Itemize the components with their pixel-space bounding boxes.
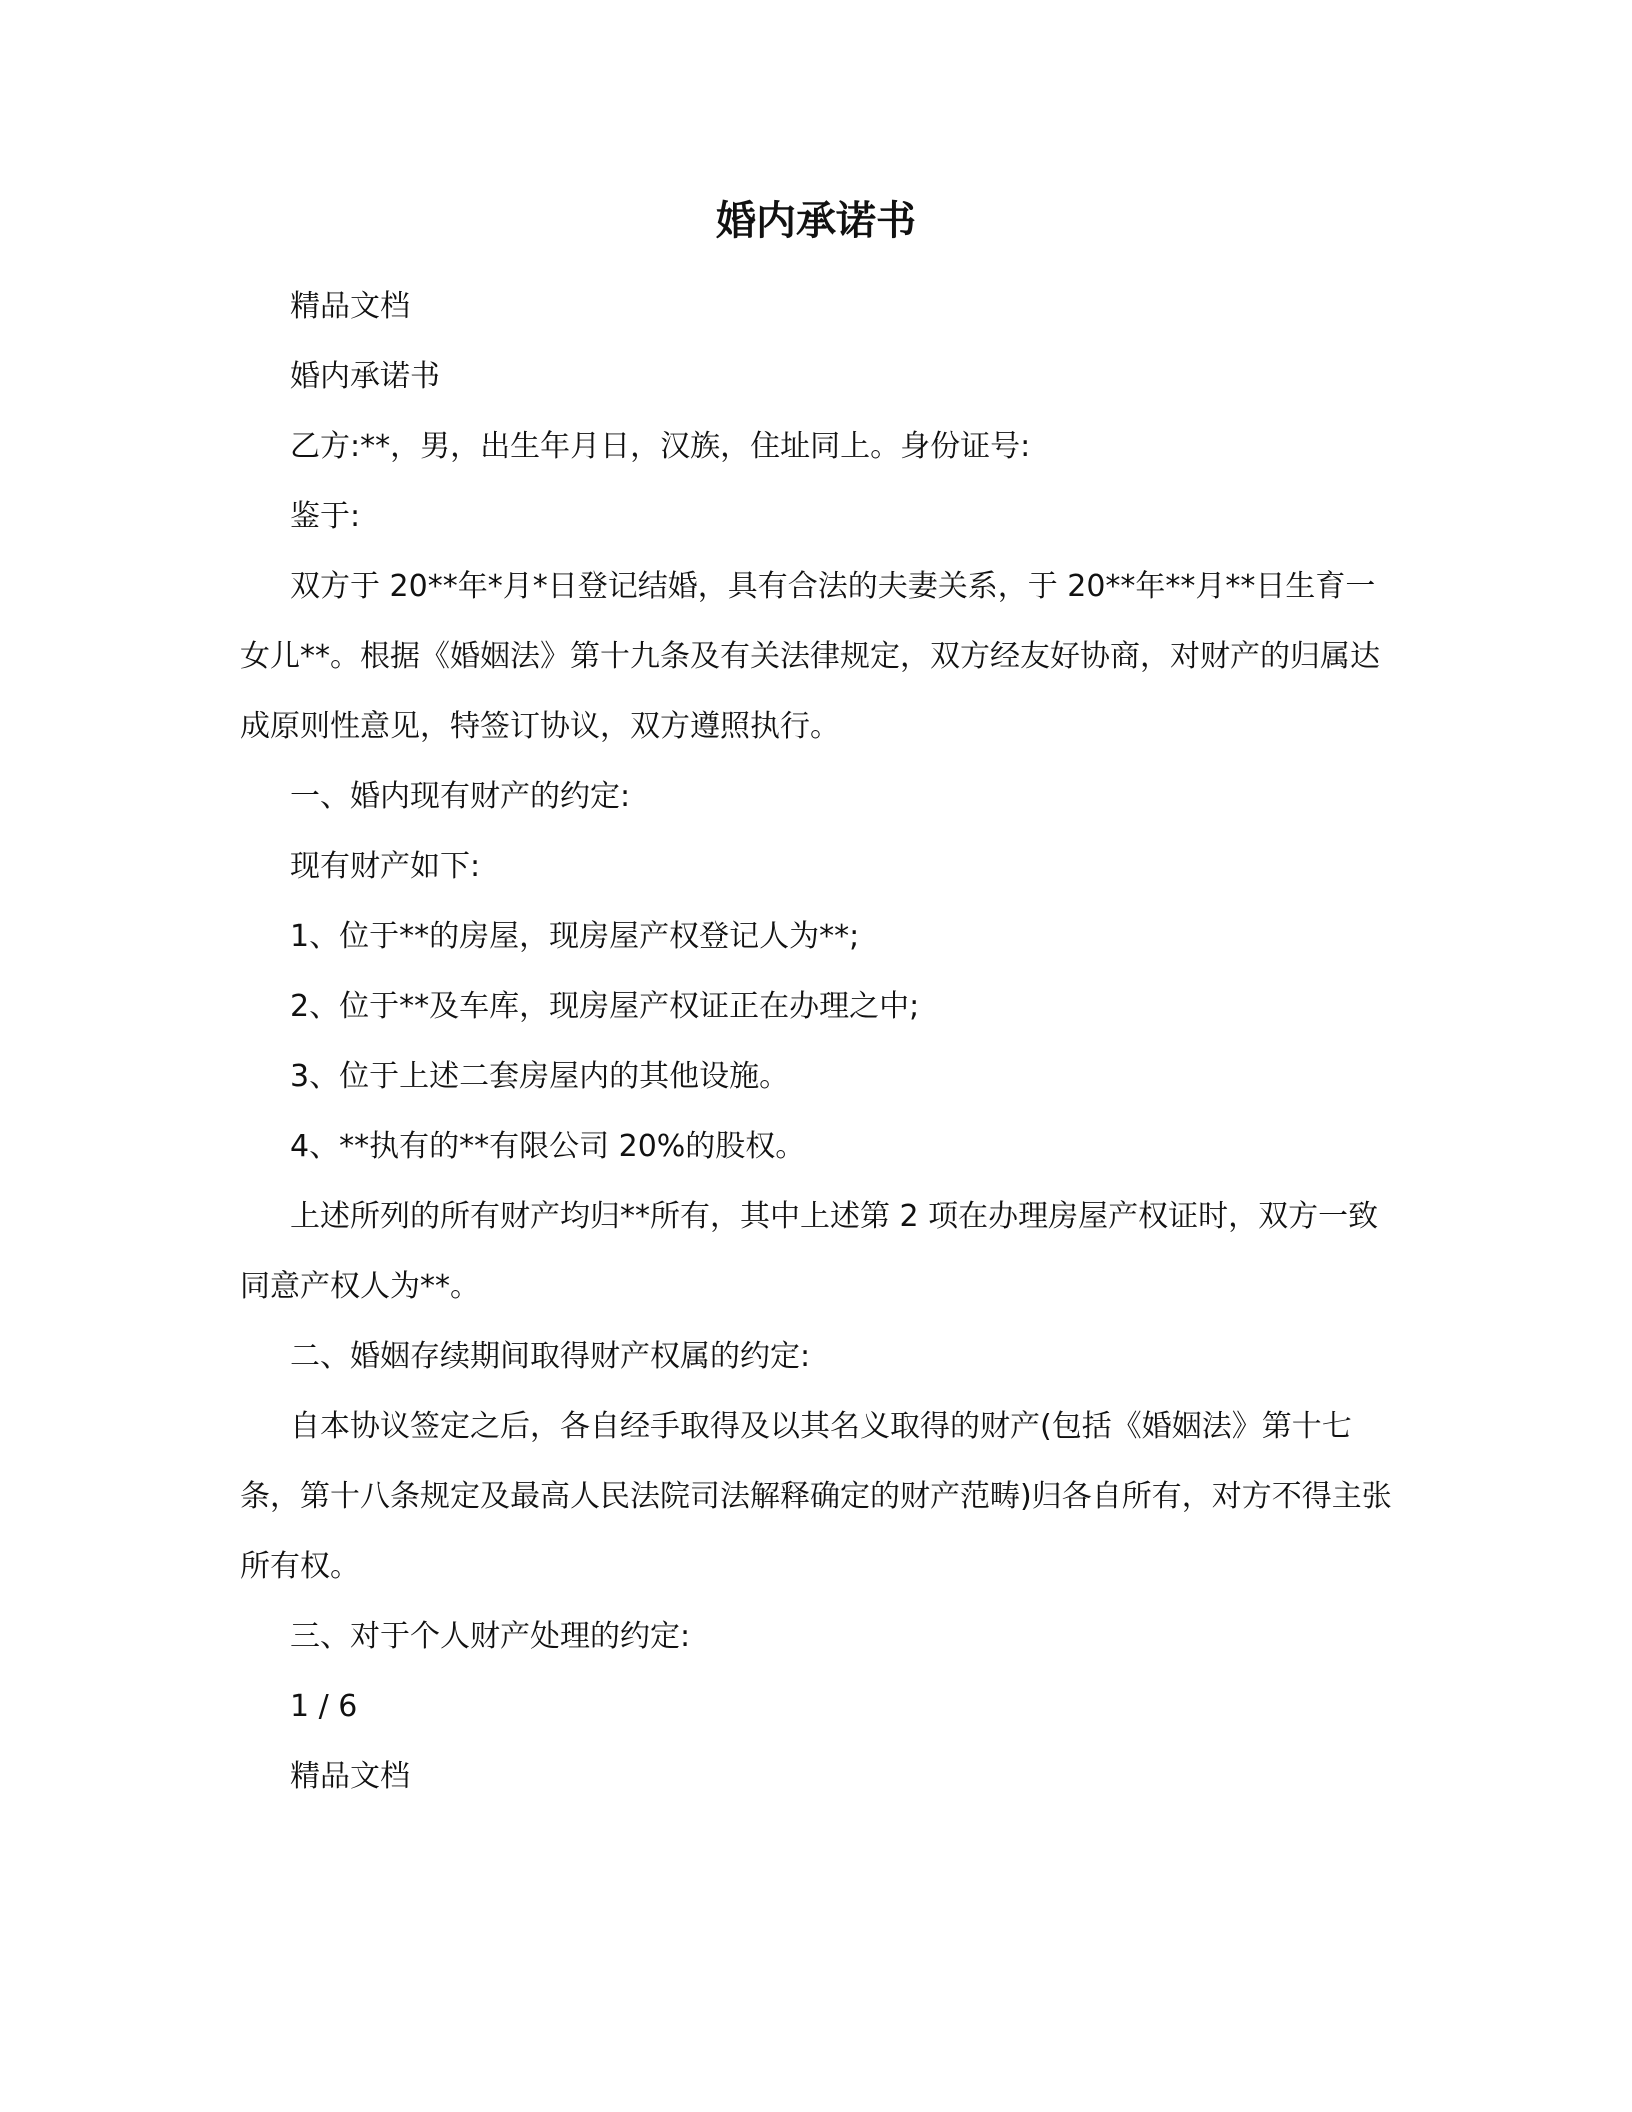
existing-property-intro: 现有财产如下: <box>290 849 481 884</box>
section-one-heading: 一、婚内现有财产的约定: <box>290 779 631 814</box>
acquired-property-paragraph: 自本协议签定之后，各自经手取得及以其名义取得的财产(包括《婚姻法》第十七条，第十八条规定及最高人民法院司法解释确定的财产范畴)归各自所有，对方不得主张所有权。 <box>240 1409 1392 1584</box>
property-item-1: 1、位于**的房屋，现房屋产权登记人为**; <box>290 919 860 954</box>
property-item-3: 3、位于上述二套房屋内的其他设施。 <box>290 1059 790 1094</box>
subtitle-paragraph: 婚内承诺书 <box>290 359 440 394</box>
page-number: 1 / 6 <box>290 1689 358 1724</box>
section-three-heading: 三、对于个人财产处理的约定: <box>290 1619 691 1654</box>
whereas-paragraph: 鉴于: <box>290 499 361 534</box>
section-two-heading: 二、婚姻存续期间取得财产权属的约定: <box>290 1339 811 1374</box>
document-body <box>240 272 1392 1812</box>
footer-label: 精品文档 <box>290 1759 410 1794</box>
party-b-paragraph: 乙方:**，男，出生年月日，汉族，住址同上。身份证号: <box>290 429 1031 464</box>
marriage-background-paragraph: 双方于 20**年*月*日登记结婚，具有合法的夫妻关系，于 20**年**月**日生育一女儿**。根据《婚姻法》第十九条及有关法律规定，双方经友好协商，对财产的归属达成原则性意见，特签订协议，双方遵照执行。 <box>240 569 1380 744</box>
property-item-2: 2、位于**及车库，现房屋产权证正在办理之中; <box>290 989 920 1024</box>
property-item-4: 4、**执有的**有限公司 20%的股权。 <box>290 1129 806 1164</box>
property-ownership-paragraph: 上述所列的所有财产均归**所有，其中上述第 2 项在办理房屋产权证时，双方一致同意产权人为**。 <box>240 1199 1379 1304</box>
document-title: 婚内承诺书 <box>716 198 916 244</box>
header-label: 精品文档 <box>290 289 410 324</box>
